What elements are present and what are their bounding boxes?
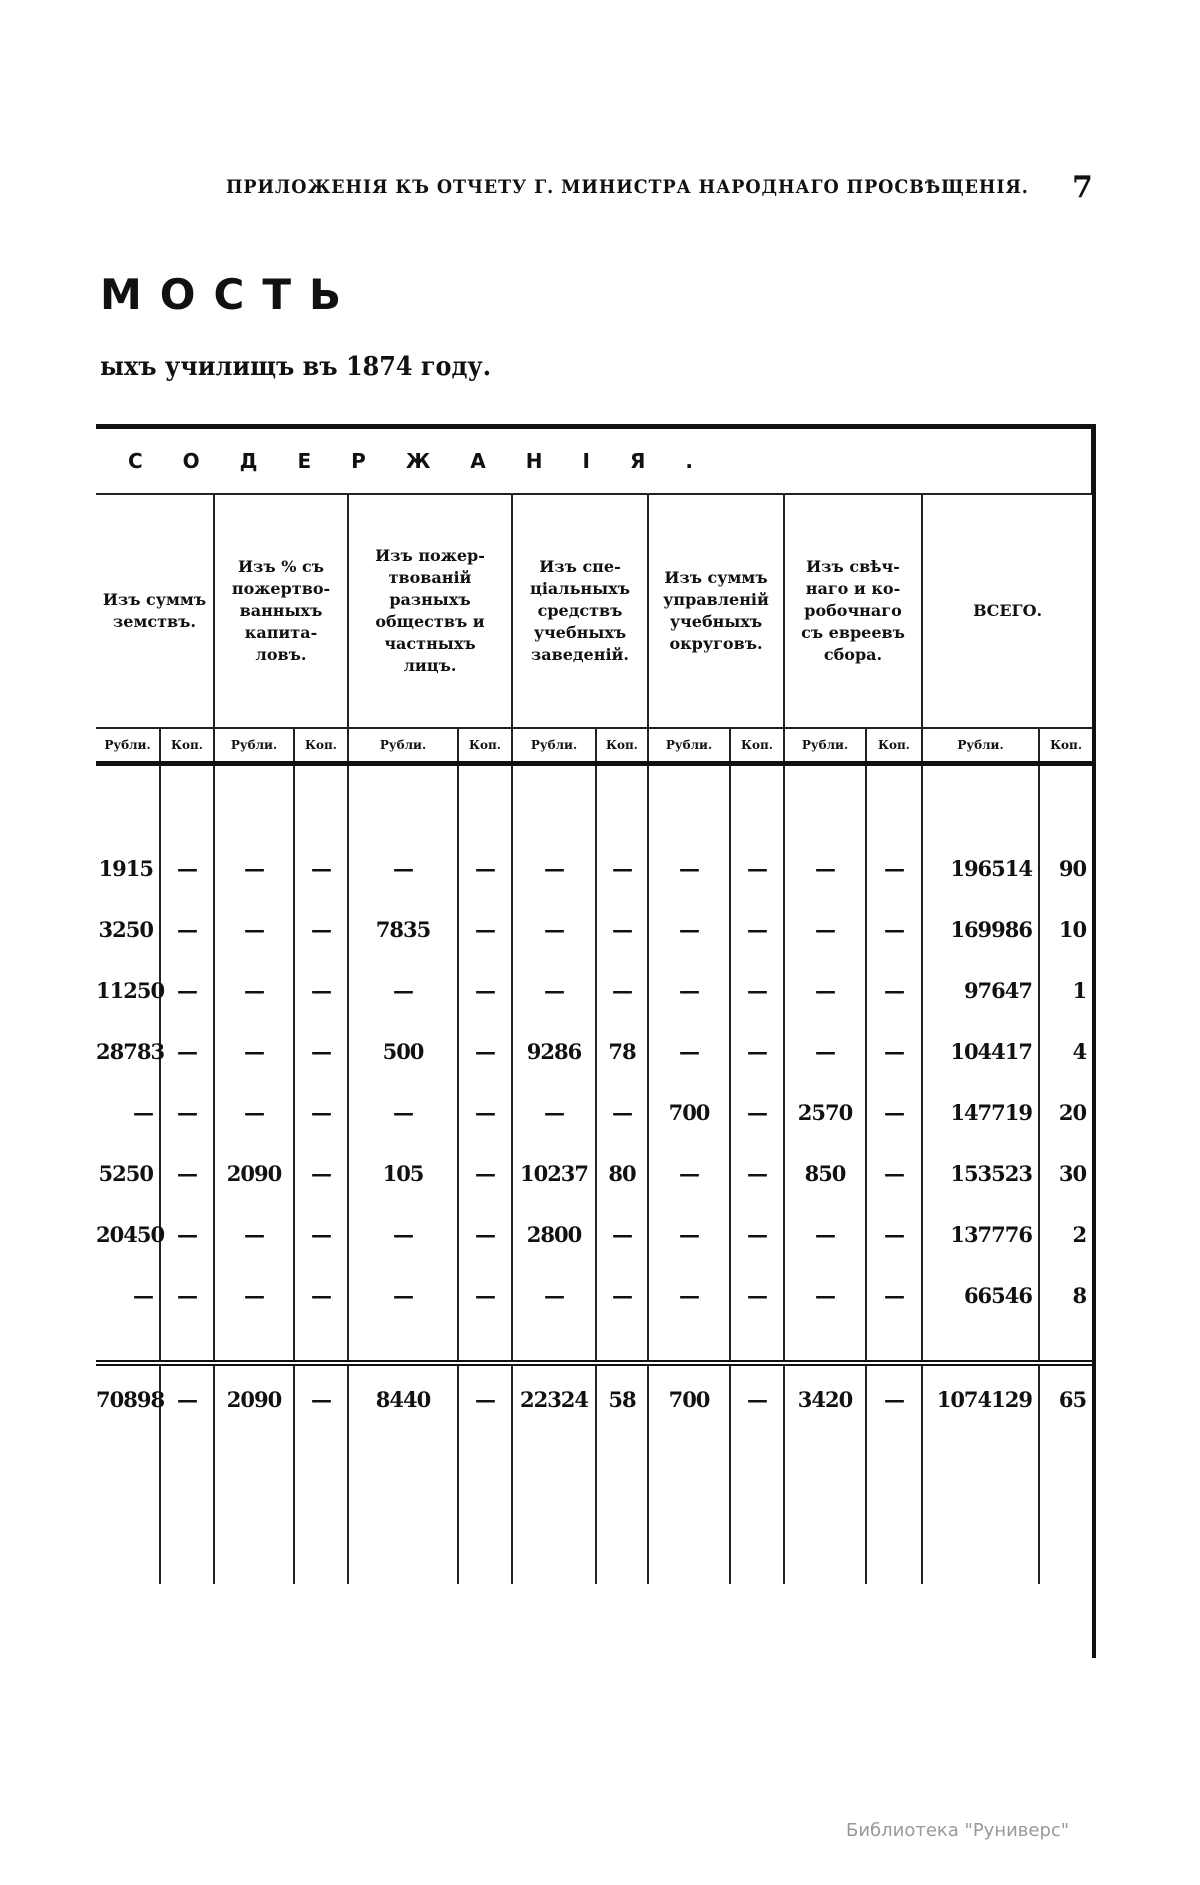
kopecks-cell: — bbox=[160, 1021, 214, 1082]
rubles-cell: 3250 bbox=[98, 917, 153, 942]
rubles-cell bbox=[648, 1432, 730, 1584]
kopecks-cell: — bbox=[294, 838, 348, 899]
rubles-cell: — bbox=[784, 899, 866, 960]
rubles-cell bbox=[512, 1432, 596, 1584]
rubles-cell: 700 bbox=[648, 1082, 730, 1143]
rubles-unit-label: Рубли. bbox=[648, 728, 730, 764]
kopecks-cell: — bbox=[596, 1265, 648, 1326]
column-header: Изъ % съ пожертво- ванныхъ капита- ловъ. bbox=[214, 494, 348, 728]
page-number: 7 bbox=[1072, 170, 1093, 205]
kopecks-cell: — bbox=[730, 838, 784, 899]
kopecks-cell: — bbox=[294, 899, 348, 960]
rubles-unit-label: Рубли. bbox=[214, 728, 294, 764]
kopecks-cell: — bbox=[730, 1082, 784, 1143]
kopecks-cell: — bbox=[866, 1082, 922, 1143]
statistics-table bbox=[96, 424, 1094, 1584]
rubles-cell: 700 bbox=[648, 1363, 730, 1432]
kopecks-cell: — bbox=[458, 1021, 512, 1082]
rubles-cell: — bbox=[214, 899, 294, 960]
kopecks-cell: 30 bbox=[1039, 1143, 1092, 1204]
blank-cell bbox=[458, 764, 512, 839]
blank-cell bbox=[214, 764, 294, 839]
kopecks-cell: — bbox=[160, 1265, 214, 1326]
kopecks-cell: — bbox=[458, 1204, 512, 1265]
table-row bbox=[96, 1204, 1092, 1265]
rubles-cell: 10237 bbox=[512, 1143, 596, 1204]
rubles-cell: 9286 bbox=[512, 1021, 596, 1082]
rubles-cell: — bbox=[648, 1021, 730, 1082]
table-row bbox=[96, 1082, 1092, 1143]
kopecks-cell: — bbox=[294, 1021, 348, 1082]
rubles-cell: — bbox=[348, 838, 458, 899]
kopecks-cell: — bbox=[160, 960, 214, 1021]
kopecks-cell bbox=[1039, 1432, 1092, 1584]
rubles-unit-label: Рубли. bbox=[348, 728, 458, 764]
blank-cell bbox=[294, 764, 348, 839]
rubles-cell bbox=[784, 1326, 866, 1363]
kopecks-cell: — bbox=[458, 1265, 512, 1326]
blank-cell bbox=[596, 764, 648, 839]
kopecks-cell: — bbox=[160, 1143, 214, 1204]
rubles-cell bbox=[922, 1326, 1039, 1363]
rubles-cell: 2090 bbox=[214, 1363, 294, 1432]
kopecks-cell bbox=[294, 1326, 348, 1363]
kopecks-cell: — bbox=[596, 1082, 648, 1143]
kopecks-cell: — bbox=[866, 960, 922, 1021]
kopecks-cell: — bbox=[730, 1204, 784, 1265]
rubles-cell: — bbox=[348, 960, 458, 1021]
rubles-unit-label: Рубли. bbox=[922, 728, 1039, 764]
blank-cell bbox=[866, 764, 922, 839]
rubles-cell: — bbox=[784, 960, 866, 1021]
kopecks-unit-label: Коп. bbox=[1039, 728, 1092, 764]
blank-cell bbox=[784, 764, 866, 839]
rubles-cell bbox=[214, 1326, 294, 1363]
kopecks-cell: 1 bbox=[1039, 960, 1092, 1021]
table-row bbox=[96, 960, 1092, 1021]
rubles-cell: — bbox=[512, 838, 596, 899]
kopecks-cell: — bbox=[730, 1265, 784, 1326]
kopecks-unit-label: Коп. bbox=[596, 728, 648, 764]
kopecks-cell: 90 bbox=[1039, 838, 1092, 899]
kopecks-cell: — bbox=[294, 1363, 348, 1432]
kopecks-cell: — bbox=[458, 1082, 512, 1143]
rubles-cell: 5250 bbox=[98, 1161, 153, 1186]
kopecks-cell: — bbox=[866, 1143, 922, 1204]
page-title: МОСТЬ bbox=[100, 270, 359, 319]
rubles-cell: — bbox=[648, 838, 730, 899]
rubles-cell: 66546 bbox=[922, 1265, 1039, 1326]
rubles-cell: — bbox=[512, 899, 596, 960]
kopecks-cell: — bbox=[160, 899, 214, 960]
kopecks-cell: — bbox=[866, 1265, 922, 1326]
total-row bbox=[96, 1363, 1092, 1432]
kopecks-unit-label: Коп. bbox=[458, 728, 512, 764]
blank-cell bbox=[730, 764, 784, 839]
rubles-cell: 137776 bbox=[922, 1204, 1039, 1265]
rubles-cell: 147719 bbox=[922, 1082, 1039, 1143]
kopecks-cell bbox=[866, 1432, 922, 1584]
rubles-cell: 2090 bbox=[214, 1143, 294, 1204]
rubles-cell: 2800 bbox=[512, 1204, 596, 1265]
kopecks-cell: — bbox=[160, 1363, 214, 1432]
blank-cell bbox=[922, 764, 1039, 839]
kopecks-cell: — bbox=[458, 1143, 512, 1204]
table-row bbox=[96, 1021, 1092, 1082]
kopecks-cell: 8 bbox=[1039, 1265, 1092, 1326]
kopecks-cell: — bbox=[160, 1204, 214, 1265]
kopecks-cell bbox=[458, 1432, 512, 1584]
kopecks-cell: — bbox=[596, 899, 648, 960]
kopecks-cell: — bbox=[596, 838, 648, 899]
rubles-cell: — bbox=[784, 1204, 866, 1265]
kopecks-cell bbox=[458, 1326, 512, 1363]
kopecks-cell: — bbox=[160, 1082, 214, 1143]
rubles-cell: 20450 bbox=[96, 1222, 165, 1247]
rubles-cell: 500 bbox=[348, 1021, 458, 1082]
kopecks-cell: — bbox=[596, 960, 648, 1021]
kopecks-cell bbox=[1039, 1326, 1092, 1363]
rubles-cell bbox=[96, 1326, 160, 1363]
kopecks-cell: 78 bbox=[596, 1021, 648, 1082]
kopecks-cell: 10 bbox=[1039, 899, 1092, 960]
kopecks-cell: — bbox=[866, 899, 922, 960]
kopecks-unit-label: Коп. bbox=[730, 728, 784, 764]
rubles-cell bbox=[348, 1432, 458, 1584]
rubles-cell: — bbox=[512, 1265, 596, 1326]
kopecks-cell: — bbox=[160, 838, 214, 899]
kopecks-cell bbox=[596, 1432, 648, 1584]
rubles-cell bbox=[784, 1432, 866, 1584]
rubles-unit-label: Рубли. bbox=[96, 728, 160, 764]
kopecks-cell: — bbox=[294, 1082, 348, 1143]
double-rule bbox=[96, 1326, 1092, 1363]
rubles-cell: — bbox=[512, 960, 596, 1021]
rubles-cell: 850 bbox=[784, 1143, 866, 1204]
rubles-cell: — bbox=[214, 1265, 294, 1326]
kopecks-cell: 4 bbox=[1039, 1021, 1092, 1082]
rubles-cell: — bbox=[784, 838, 866, 899]
rubles-unit-label: Рубли. bbox=[512, 728, 596, 764]
rubles-cell: — bbox=[648, 1204, 730, 1265]
rubles-cell: — bbox=[348, 1204, 458, 1265]
kopecks-cell: — bbox=[866, 1363, 922, 1432]
rubles-cell: — bbox=[214, 1204, 294, 1265]
kopecks-cell: — bbox=[458, 1363, 512, 1432]
rubles-cell bbox=[512, 1326, 596, 1363]
kopecks-unit-label: Коп. bbox=[160, 728, 214, 764]
column-header: Изъ суммъ управленій учебныхъ округовъ. bbox=[648, 494, 784, 728]
table-row bbox=[96, 838, 1092, 899]
rubles-cell: — bbox=[214, 1021, 294, 1082]
kopecks-cell: — bbox=[294, 960, 348, 1021]
rubles-cell: 11250 bbox=[96, 978, 165, 1003]
kopecks-cell: — bbox=[294, 1143, 348, 1204]
kopecks-cell: — bbox=[458, 960, 512, 1021]
rubles-cell: 196514 bbox=[922, 838, 1039, 899]
rubles-cell: — bbox=[214, 1082, 294, 1143]
kopecks-cell: 58 bbox=[596, 1363, 648, 1432]
table-tail bbox=[96, 1432, 1092, 1584]
rubles-cell: 1074129 bbox=[922, 1363, 1039, 1432]
rubles-cell: 8440 bbox=[348, 1363, 458, 1432]
rubles-cell: — bbox=[784, 1021, 866, 1082]
rubles-cell: 22324 bbox=[512, 1363, 596, 1432]
kopecks-cell: — bbox=[866, 1204, 922, 1265]
rubles-cell: 3420 bbox=[784, 1363, 866, 1432]
rubles-cell: — bbox=[512, 1082, 596, 1143]
rubles-cell bbox=[96, 1432, 160, 1584]
rubles-cell: — bbox=[648, 899, 730, 960]
kopecks-unit-label: Коп. bbox=[866, 728, 922, 764]
rubles-cell: 1915 bbox=[98, 856, 153, 881]
kopecks-cell: — bbox=[866, 838, 922, 899]
kopecks-cell bbox=[294, 1432, 348, 1584]
rubles-cell: 70898 bbox=[96, 1386, 165, 1412]
kopecks-cell: — bbox=[294, 1265, 348, 1326]
page-subtitle: ыхъ училищъ въ 1874 году. bbox=[100, 352, 492, 382]
blank-cell bbox=[648, 764, 730, 839]
rubles-cell: — bbox=[133, 1100, 153, 1125]
rubles-cell: 28783 bbox=[96, 1039, 165, 1064]
kopecks-cell: — bbox=[294, 1204, 348, 1265]
kopecks-cell: 65 bbox=[1039, 1363, 1092, 1432]
rubles-cell bbox=[648, 1326, 730, 1363]
rubles-cell: 153523 bbox=[922, 1143, 1039, 1204]
column-header: Изъ свѣч- наго и ко- робочнаго съ евреевъ сбора. bbox=[784, 494, 922, 728]
table-right-border bbox=[1092, 424, 1096, 1658]
kopecks-cell: — bbox=[730, 1143, 784, 1204]
rubles-cell: 97647 bbox=[922, 960, 1039, 1021]
rubles-cell: 105 bbox=[348, 1143, 458, 1204]
kopecks-cell: — bbox=[730, 960, 784, 1021]
kopecks-cell bbox=[160, 1432, 214, 1584]
running-head: ПРИЛОЖЕНІЯ КЪ ОТЧЕТУ Г. МИНИСТРА НАРОДНАГО ПРОСВѢЩЕНІЯ. bbox=[226, 176, 1029, 198]
rubles-cell: — bbox=[648, 1265, 730, 1326]
kopecks-cell: — bbox=[866, 1021, 922, 1082]
kopecks-cell: 2 bbox=[1039, 1204, 1092, 1265]
column-header: Изъ пожер- твованій разныхъ обществъ и частныхъ лицъ. bbox=[348, 494, 512, 728]
blank-cell bbox=[348, 764, 458, 839]
table-row bbox=[96, 899, 1092, 960]
kopecks-cell bbox=[866, 1326, 922, 1363]
rubles-cell: — bbox=[648, 960, 730, 1021]
rubles-cell: 7835 bbox=[348, 899, 458, 960]
rubles-cell: — bbox=[214, 838, 294, 899]
blank-cell bbox=[512, 764, 596, 839]
rubles-cell: — bbox=[348, 1265, 458, 1326]
section-title: СОДЕРЖАНІЯ. bbox=[96, 427, 1092, 495]
kopecks-cell bbox=[730, 1432, 784, 1584]
blank-cell bbox=[160, 764, 214, 839]
kopecks-cell: — bbox=[458, 838, 512, 899]
kopecks-cell: — bbox=[730, 1021, 784, 1082]
kopecks-cell: — bbox=[596, 1204, 648, 1265]
column-header: Изъ спе- ціальныхъ средствъ учебныхъ заведеній. bbox=[512, 494, 648, 728]
blank-cell bbox=[1039, 764, 1092, 839]
blank-cell bbox=[96, 764, 160, 839]
kopecks-cell: — bbox=[458, 899, 512, 960]
rubles-cell bbox=[214, 1432, 294, 1584]
library-watermark: Библиотека "Руниверс" bbox=[846, 1820, 1070, 1841]
rubles-cell: — bbox=[214, 960, 294, 1021]
rubles-cell bbox=[922, 1432, 1039, 1584]
kopecks-cell: — bbox=[730, 899, 784, 960]
rubles-cell: — bbox=[784, 1265, 866, 1326]
column-header: Изъ суммъ земствъ. bbox=[96, 494, 214, 728]
kopecks-unit-label: Коп. bbox=[294, 728, 348, 764]
rubles-cell: — bbox=[648, 1143, 730, 1204]
rubles-cell: 169986 bbox=[922, 899, 1039, 960]
kopecks-cell bbox=[596, 1326, 648, 1363]
kopecks-cell: 80 bbox=[596, 1143, 648, 1204]
kopecks-cell bbox=[730, 1326, 784, 1363]
rubles-cell: — bbox=[133, 1283, 153, 1308]
kopecks-cell bbox=[160, 1326, 214, 1363]
table-row bbox=[96, 1265, 1092, 1326]
column-header: ВСЕГО. bbox=[922, 494, 1092, 728]
kopecks-cell: — bbox=[730, 1363, 784, 1432]
rubles-unit-label: Рубли. bbox=[784, 728, 866, 764]
rubles-cell: 2570 bbox=[784, 1082, 866, 1143]
rubles-cell: — bbox=[348, 1082, 458, 1143]
kopecks-cell: 20 bbox=[1039, 1082, 1092, 1143]
rubles-cell bbox=[348, 1326, 458, 1363]
rubles-cell: 104417 bbox=[922, 1021, 1039, 1082]
table-row bbox=[96, 1143, 1092, 1204]
